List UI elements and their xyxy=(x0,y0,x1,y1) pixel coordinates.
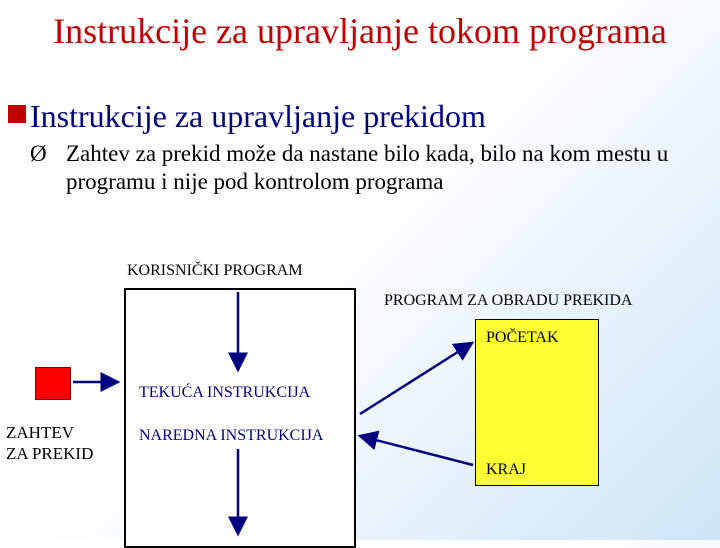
current-instruction-label: TEKUĆA INSTRUKCIJA xyxy=(139,384,311,401)
next-instruction-label: NAREDNA INSTRUKCIJA xyxy=(139,427,324,444)
bullet-level2-text: Zahtev za prekid može da nastane bilo kada, bilo na kom mestu u programu i nije pod kontrolom programa xyxy=(66,141,669,194)
interrupt-request-line1: ZAHTEV xyxy=(6,423,74,442)
start-label: POČETAK xyxy=(486,329,559,346)
return-from-isr-arrow xyxy=(360,436,473,465)
user-program-label: KORISNIČKI PROGRAM xyxy=(127,262,303,279)
jump-to-isr-arrow xyxy=(360,343,472,414)
bullet-level1-text: Instrukcije za upravljanje prekidom xyxy=(30,98,486,134)
interrupt-request-line2: ZA PREKID xyxy=(6,444,94,463)
slide-title: Instrukcije za upravljanje tokom programa xyxy=(53,11,667,51)
isr-label: PROGRAM ZA OBRADU PREKIDA xyxy=(384,292,633,309)
end-label: KRAJ xyxy=(486,461,527,478)
arrow-bullet-icon: Ø xyxy=(30,141,47,166)
